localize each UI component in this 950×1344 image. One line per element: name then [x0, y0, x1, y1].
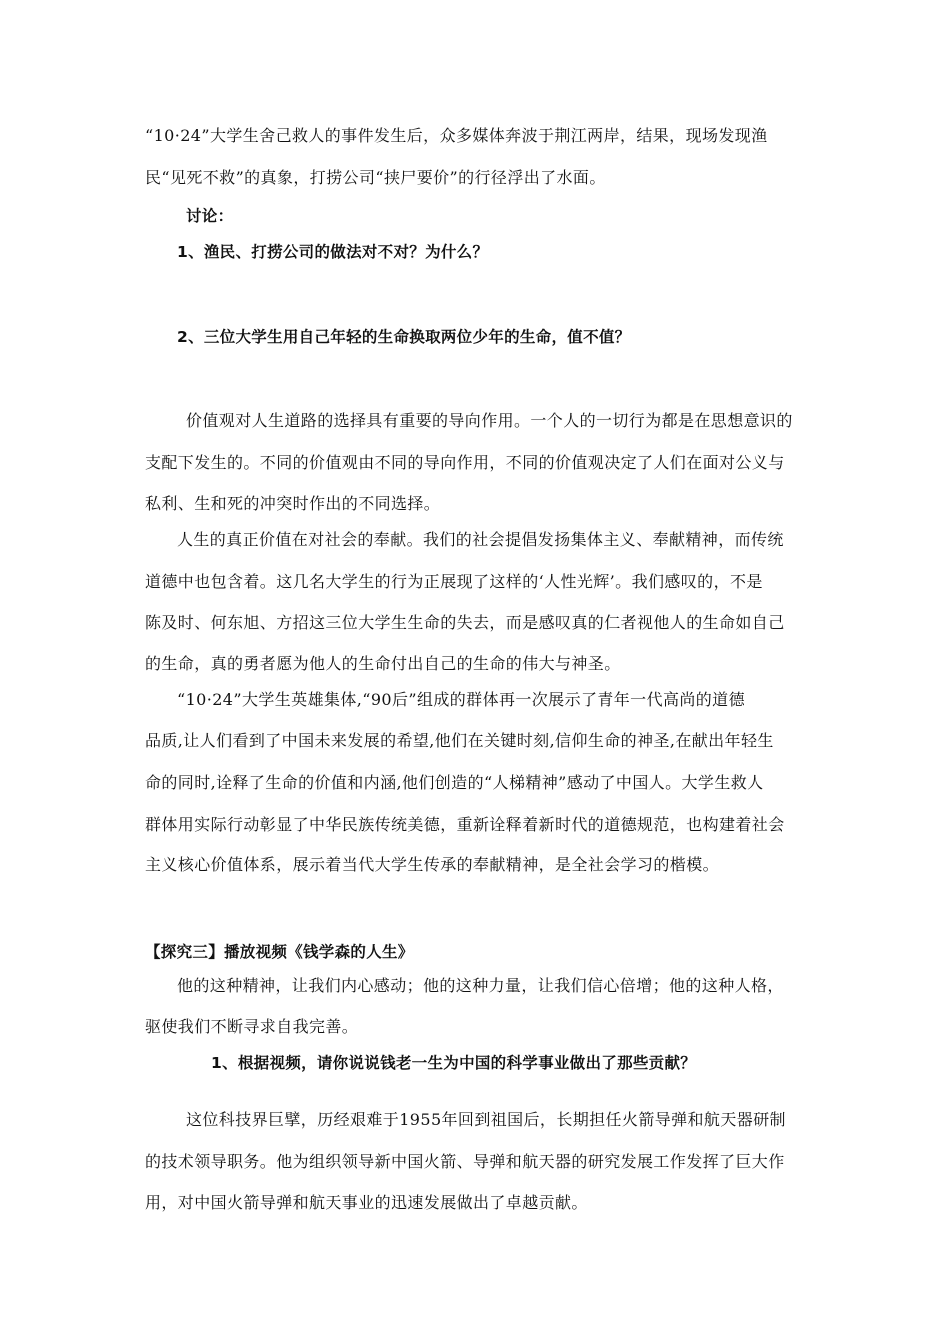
case-intro-line-2: 民“见死不救”的真象，打捞公司“挟尸要价”的行径浮出了水面。: [145, 168, 606, 187]
values-paragraph-line-2: 支配下发生的。不同的价值观由不同的导向作用，不同的价值观决定了人们在面对公义与: [145, 453, 785, 472]
values-paragraph-line-3: 私利、生和死的冲突时作出的不同选择。: [145, 494, 441, 513]
discussion-question-2: 2、三位大学生用自己年轻的生命换取两位少年的生命，值不值？: [177, 328, 631, 346]
dedication-paragraph-line-3: 陈及时、何东旭、方招这三位大学生生命的失去，而是感叹真的仁者视他人的生命如自己: [145, 613, 785, 632]
explore3-question: 1、根据视频，请你说说钱老一生为中国的科学事业做出了那些贡献？: [211, 1054, 697, 1072]
qian-paragraph-line-3: 用，对中国火箭导弹和航天事业的迅速发展做出了卓越贡献。: [145, 1193, 588, 1212]
heroes-paragraph-line-3: 命的同时,诠释了生命的价值和内涵,他们创造的“人梯精神”感动了中国人。大学生救人: [145, 773, 764, 792]
heroes-paragraph-line-5: 主义核心价值体系，展示着当代大学生传承的奉献精神，是全社会学习的楷模。: [145, 855, 720, 874]
discussion-question-1: 1、渔民、打捞公司的做法对不对？为什么？: [177, 243, 489, 261]
dedication-paragraph-line-1: 人生的真正价值在对社会的奉献。我们的社会提倡发扬集体主义、奉献精神，而传统: [177, 530, 784, 549]
explore3-line-2: 驱使我们不断寻求自我完善。: [145, 1017, 359, 1036]
heroes-paragraph-line-4: 群体用实际行动彰显了中华民族传统美德，重新诠释着新时代的道德规范，也构建着社会: [145, 815, 785, 834]
heroes-paragraph-line-1: “10·24”大学生英雄集体,“90后”组成的群体再一次展示了青年一代高尚的道德: [177, 690, 745, 709]
dedication-paragraph-line-2: 道德中也包含着。这几名大学生的行为正展现了这样的‘人性光辉’。我们感叹的，不是: [145, 572, 763, 591]
qian-paragraph-line-2: 的技术领导职务。他为组织领导新中国火箭、导弹和航天器的研究发展工作发挥了巨大作: [145, 1152, 785, 1171]
discussion-label: 讨论：: [186, 207, 234, 225]
case-intro-line-1: “10·24”大学生舍己救人的事件发生后，众多媒体奔波于荆江两岸，结果，现场发现渔: [145, 126, 768, 145]
explore3-heading: 【探究三】播放视频《钱学森的人生》: [145, 943, 414, 961]
values-paragraph-line-1: 价值观对人生道路的选择具有重要的导向作用。一个人的一切行为都是在思想意识的: [186, 411, 793, 430]
explore3-line-1: 他的这种精神，让我们内心感动；他的这种力量，让我们信心倍增；他的这种人格，: [177, 976, 784, 995]
dedication-paragraph-line-4: 的生命，真的勇者愿为他人的生命付出自己的生命的伟大与神圣。: [145, 654, 621, 673]
qian-paragraph-line-1: 这位科技界巨擘，历经艰难于1955年回到祖国后，长期担任火箭导弹和航天器研制: [186, 1110, 786, 1129]
heroes-paragraph-line-2: 品质,让人们看到了中国未来发展的希望,他们在关键时刻,信仰生命的神圣,在献出年轻生: [145, 731, 774, 750]
